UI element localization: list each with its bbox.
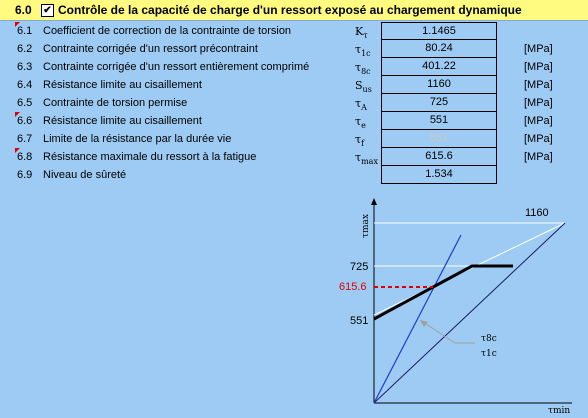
param-unit: [MPa] (524, 133, 553, 145)
param-label: Niveau de sûreté (43, 169, 127, 181)
chart-limit-line (374, 266, 513, 319)
param-unit: [MPa] (524, 97, 553, 109)
param-value-cell[interactable]: 401.22 (381, 58, 497, 76)
param-value-cell[interactable]: 1.1465 (381, 22, 497, 40)
param-number: 6.5 (17, 97, 33, 109)
param-label: Résistance maximale du ressort à la fatigue (43, 151, 257, 163)
param-number: 6.9 (17, 169, 33, 181)
param-number: 6.4 (17, 79, 33, 91)
param-symbol: $\tau_{1c}$ (355, 43, 371, 59)
param-number: 6.2 (17, 43, 33, 55)
chart-pointer-arrow (420, 320, 428, 327)
chart-label-t1c: τ1c (481, 349, 497, 359)
param-value-cell[interactable]: 551 (381, 130, 497, 148)
param-label: Résistance limite au cisaillement (43, 115, 202, 127)
section-number: 6.0 (15, 3, 32, 17)
param-value-cell[interactable]: 725 (381, 94, 497, 112)
param-number: 6.1 (17, 25, 33, 37)
param-unit: [MPa] (524, 61, 553, 73)
chart-y-label: τmax (361, 214, 371, 238)
chart-tick-615: 615.6 (339, 281, 367, 293)
param-number: 6.3 (17, 61, 33, 73)
chart-y-arrow (371, 198, 377, 205)
section-title: Contrôle de la capacité de charge d'un ressort exposé au chargement dynamique (58, 3, 522, 17)
param-value-cell[interactable]: 1160 (381, 76, 497, 94)
param-value-cell[interactable]: 615.6 (381, 148, 497, 166)
param-symbol: $\tau_e$ (355, 115, 366, 131)
param-unit: [MPa] (524, 79, 553, 91)
param-label: Contrainte de torsion permise (43, 97, 188, 109)
param-symbol: $S_{us}$ (355, 79, 372, 95)
param-label: Contrainte corrigée d'un ressort précontraint (43, 43, 258, 55)
param-value-cell[interactable]: 1.534 (381, 166, 497, 184)
param-value-cell[interactable]: 80.24 (381, 40, 497, 58)
param-number: 6.7 (17, 133, 33, 145)
param-symbol: $K_\tau$ (355, 25, 368, 41)
param-number: 6.6 (17, 115, 33, 127)
param-label: Limite de la résistance par la durée vie (43, 133, 232, 145)
param-unit: [MPa] (524, 115, 553, 127)
chart-diagonal (374, 223, 565, 403)
param-symbol: $\tau_A$ (355, 97, 367, 113)
chart-label-1160: 1160 (525, 207, 549, 219)
param-label: Résistance limite au cisaillement (43, 79, 202, 91)
param-symbol: $\tau_{8c}$ (355, 61, 371, 77)
param-symbol: $\tau_f$ (355, 133, 365, 149)
param-value-cell[interactable]: 551 (381, 112, 497, 130)
section-checkbox[interactable]: ✔ (41, 4, 54, 17)
param-label: Contrainte corrigée d'un ressort entièrement comprimé (43, 61, 310, 73)
param-unit: [MPa] (524, 151, 553, 163)
param-number: 6.8 (17, 151, 33, 163)
chart-load-line (374, 235, 461, 403)
chart-label-t8c: τ8c (481, 334, 497, 344)
param-symbol: $\tau_{max}$ (355, 151, 378, 167)
chart-tick-725: 725 (350, 261, 369, 273)
chart-x-label: τmin (548, 406, 571, 416)
param-label: Coefficient de correction de la contrainte de torsion (43, 25, 292, 37)
chart-tick-551: 551 (350, 315, 369, 327)
param-unit: [MPa] (524, 43, 553, 55)
chart-pointer-line (420, 320, 475, 343)
